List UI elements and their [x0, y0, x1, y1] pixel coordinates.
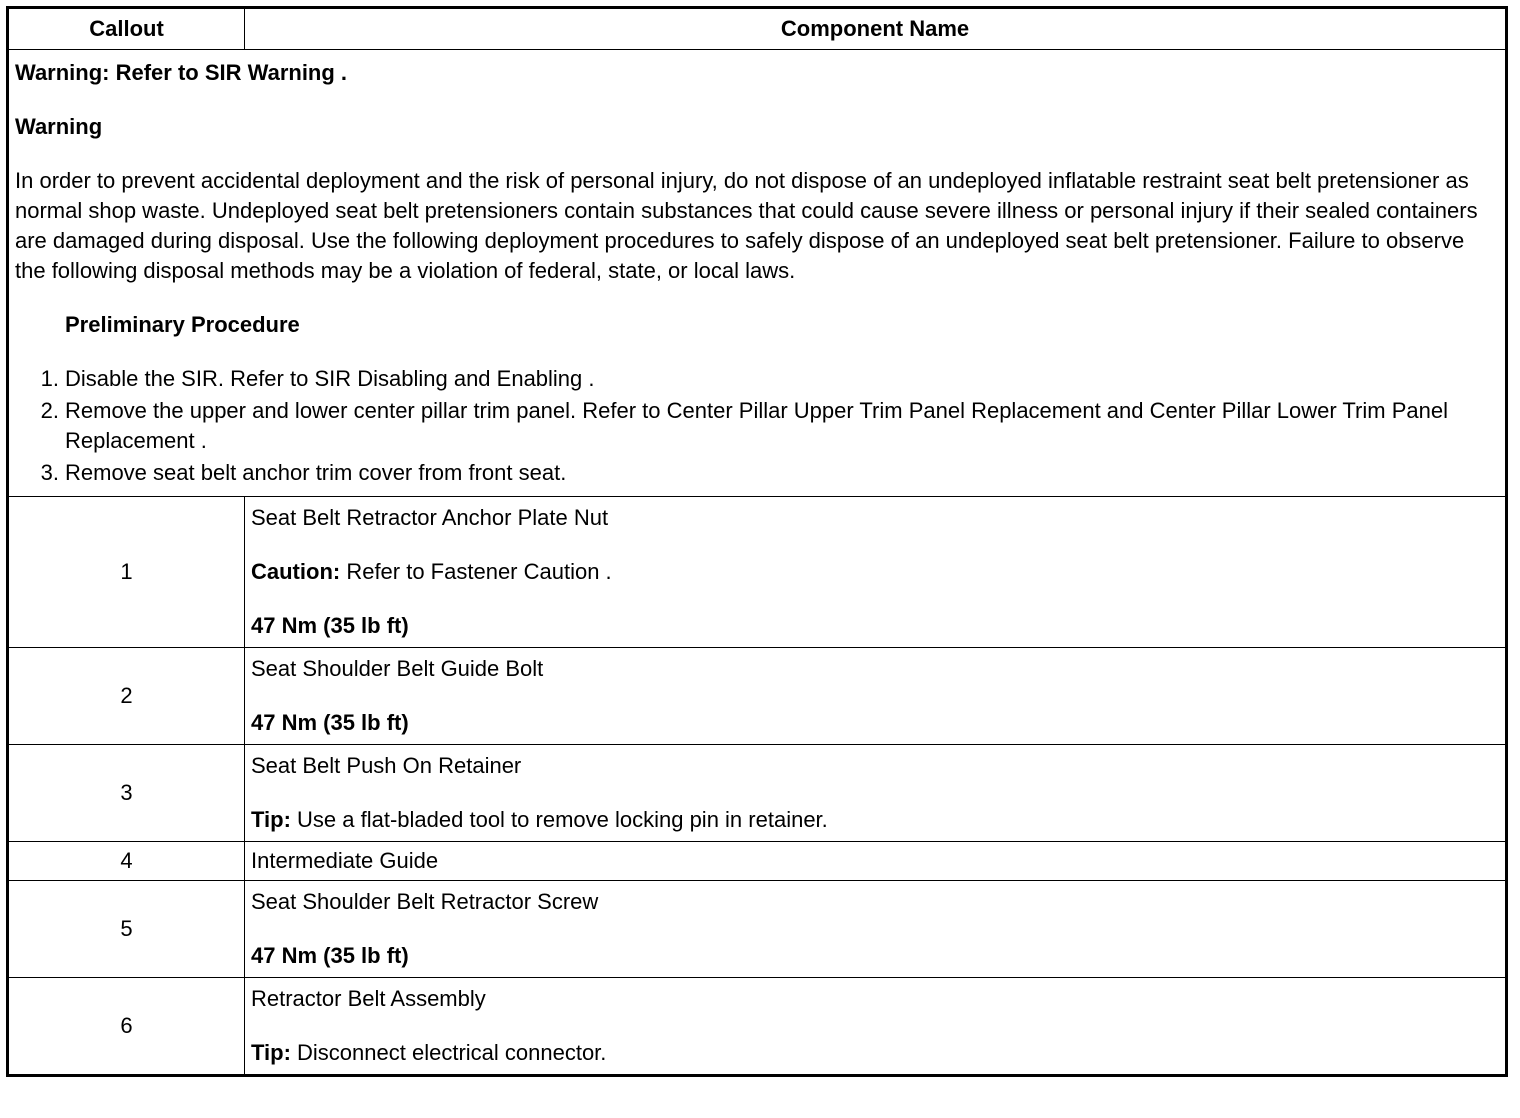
- component-cell: [245, 745, 1507, 842]
- component-note: [251, 805, 1499, 835]
- step-text: Remove seat belt anchor trim cover from front seat.: [65, 460, 567, 485]
- callout-number: 6: [8, 978, 245, 1076]
- callout-number: 2: [8, 648, 245, 745]
- intro-row: [8, 50, 1507, 497]
- torque-spec: 47 Nm (35 lb ft): [251, 943, 409, 968]
- component-cell: [245, 842, 1507, 881]
- component-name: Seat Belt Retractor Anchor Plate Nut: [251, 505, 609, 530]
- component-name: Retractor Belt Assembly: [251, 986, 486, 1011]
- component-note: [251, 1038, 1499, 1068]
- component-cell: [245, 497, 1507, 648]
- procedure-steps: [15, 364, 1499, 488]
- callout-number: 5: [8, 881, 245, 978]
- callout-column-header: Callout: [8, 8, 245, 50]
- torque-spec: 47 Nm (35 lb ft): [251, 613, 409, 638]
- step-text: Remove the upper and lower center pillar trim panel. Refer to Center Pillar Upper Trim Panel Replacement and Center Pillar Lower Trim Panel Replacement .: [65, 398, 1448, 453]
- step-number: 3.: [40, 460, 59, 485]
- component-name: Seat Belt Push On Retainer: [251, 753, 522, 778]
- procedure-step: [15, 396, 1499, 456]
- warning-reference: Warning: Refer to SIR Warning .: [15, 60, 348, 85]
- component-column-header: Component Name: [245, 8, 1507, 50]
- component-name: Seat Shoulder Belt Guide Bolt: [251, 656, 544, 681]
- table-row: [8, 978, 1507, 1076]
- component-table: [6, 6, 1508, 1077]
- header-row: [8, 8, 1507, 50]
- procedure-step: [15, 458, 1499, 488]
- table-row: [8, 497, 1507, 648]
- note-text: Disconnect electrical connector.: [290, 1040, 607, 1065]
- component-cell: [245, 978, 1507, 1076]
- note-text: Use a flat-bladed tool to remove locking pin in retainer.: [290, 807, 828, 832]
- component-note: [251, 557, 1499, 587]
- warning-title: Warning: [15, 114, 103, 139]
- component-name: Intermediate Guide: [251, 848, 439, 873]
- note-text: Refer to Fastener Caution .: [340, 559, 612, 584]
- component-cell: [245, 648, 1507, 745]
- intro-cell: [8, 50, 1507, 497]
- callout-number: 4: [8, 842, 245, 881]
- torque-spec: 47 Nm (35 lb ft): [251, 710, 409, 735]
- step-number: 2.: [40, 398, 59, 423]
- table-row: [8, 842, 1507, 881]
- warning-text: In order to prevent accidental deployment and the risk of personal injury, do not dispose of an undeployed inflatable restraint seat belt pretensioner as normal shop waste. Undeployed seat belt pretensioners contain substances that could cause severe illness or personal injury if their sealed containers are damaged during disposal. Use the following deployment procedures to safely dispose of an undeployed seat belt pretensioner. Failure to observe the following disposal methods may be a violation of federal, state, or local laws.: [15, 168, 1478, 283]
- table-row: [8, 648, 1507, 745]
- table-row: [8, 745, 1507, 842]
- procedure-step: [15, 364, 1499, 394]
- procedure-title: Preliminary Procedure: [65, 312, 300, 337]
- callout-number: 1: [8, 497, 245, 648]
- table-row: [8, 881, 1507, 978]
- component-cell: [245, 881, 1507, 978]
- component-name: Seat Shoulder Belt Retractor Screw: [251, 889, 599, 914]
- note-label: Caution:: [251, 559, 341, 584]
- note-label: Tip:: [251, 807, 291, 832]
- step-text: Disable the SIR. Refer to SIR Disabling and Enabling .: [65, 366, 595, 391]
- callout-number: 3: [8, 745, 245, 842]
- step-number: 1.: [40, 366, 59, 391]
- note-label: Tip:: [251, 1040, 291, 1065]
